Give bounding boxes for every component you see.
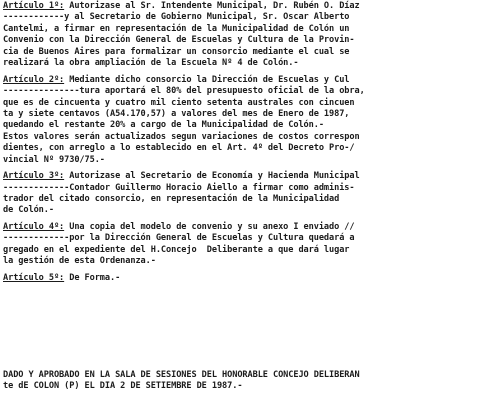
article-2-heading: Artículo 2º: bbox=[3, 74, 65, 85]
article-4 bbox=[3, 222, 497, 268]
article-4-line-4: la gestión de esta Ordenanza.- bbox=[3, 256, 156, 267]
article-4-line-3: gregado en el expediente del H.Concejo Deliberante a que dará lugar bbox=[3, 244, 350, 255]
article-1-line-1 bbox=[3, 1, 497, 12]
article-4-line-2: -------------por la Dirección General de Escuelas y Cultura quedará a bbox=[3, 233, 355, 244]
article-1-line-4: Convenio con la Dirección General de Escuelas y Cultura de la Provin- bbox=[3, 35, 355, 46]
article-1-line-6: realizará la obra ampliación de la Escuela Nº 4 de Colón.- bbox=[3, 58, 299, 69]
article-5-heading: Artículo 5º: bbox=[3, 272, 65, 283]
article-3-heading: Artículo 3º: bbox=[3, 171, 65, 182]
article-1-line-2: ------------y al Secretario de Gobierno Municipal, Sr. Oscar Alberto bbox=[3, 12, 350, 23]
article-1 bbox=[3, 1, 497, 70]
article-4-line-1 bbox=[3, 222, 497, 233]
article-4-heading: Artículo 4º: bbox=[3, 221, 65, 232]
article-2-line-8: vincial Nº 9730/75.- bbox=[3, 154, 105, 165]
article-2-line-4: ta y siete centavos (A54.170,57) a valores del mes de Enero de 1987, bbox=[3, 108, 350, 119]
article-2-line-3: que es de cincuenta y cuatro mil ciento setenta australes con cincuen bbox=[3, 97, 355, 108]
article-3-line-3: trador del citado consorcio, en representación de la Municipalidad bbox=[3, 194, 340, 204]
article-1-line-3: Cantelmi, a firmar en representación de la Municipalidad de Colón un bbox=[3, 23, 350, 34]
closing-line-2: te dE COLON (P) EL DIA 2 DE SETIEMBRE DE 1987.- bbox=[3, 381, 243, 392]
article-5-text: De Forma.- bbox=[64, 272, 121, 283]
article-4-text-1: Una copia del modelo de convenio y su anexo I enviado // bbox=[64, 221, 355, 232]
article-1-heading: Artículo 1º: bbox=[3, 1, 65, 11]
article-5-line-1 bbox=[3, 273, 497, 284]
article-1-line-5: cia de Buenos Aires para formalizar un consorcio mediante el cual se bbox=[3, 46, 350, 57]
article-3-text-1: Autorizase al Secretario de Economía y Hacienda Municipal bbox=[64, 171, 360, 182]
article-3-line-4: de Colón.- bbox=[3, 205, 54, 216]
article-3-line-1 bbox=[3, 171, 497, 182]
article-2-line-5: quedando el restante 20% a cargo de la Municipalidad de Colón.- bbox=[3, 120, 324, 131]
article-3 bbox=[3, 171, 497, 217]
article-2-text-1: Mediante dicho consorcio la Dirección de Escuelas y Cul bbox=[64, 74, 350, 85]
article-2-line-2: ---------------tura aportará el 80% del presupuesto oficial de la obra, bbox=[3, 86, 365, 97]
article-5 bbox=[3, 273, 497, 284]
article-2-line-6: Estos valores serán actualizados segun variaciones de costos correspon bbox=[3, 131, 360, 142]
article-2-line-7: dientes, con arreglo a lo establecido en el Art. 4º del Decreto Pro-/ bbox=[3, 143, 355, 154]
article-2 bbox=[3, 75, 497, 167]
closing-statement bbox=[3, 370, 497, 393]
closing-line-1: DADO Y APROBADO EN LA SALA DE SESIONES DEL HONORABLE CONCEJO DELIBERAN bbox=[3, 370, 360, 380]
article-2-line-1 bbox=[3, 75, 497, 86]
article-1-text-1: Autorizase al Sr. Intendente Municipal, Dr. Rubén O. Díaz bbox=[64, 1, 360, 11]
article-3-line-2: -------------Contador Guillermo Horacio Aiello a firmar como adminis- bbox=[3, 182, 355, 193]
